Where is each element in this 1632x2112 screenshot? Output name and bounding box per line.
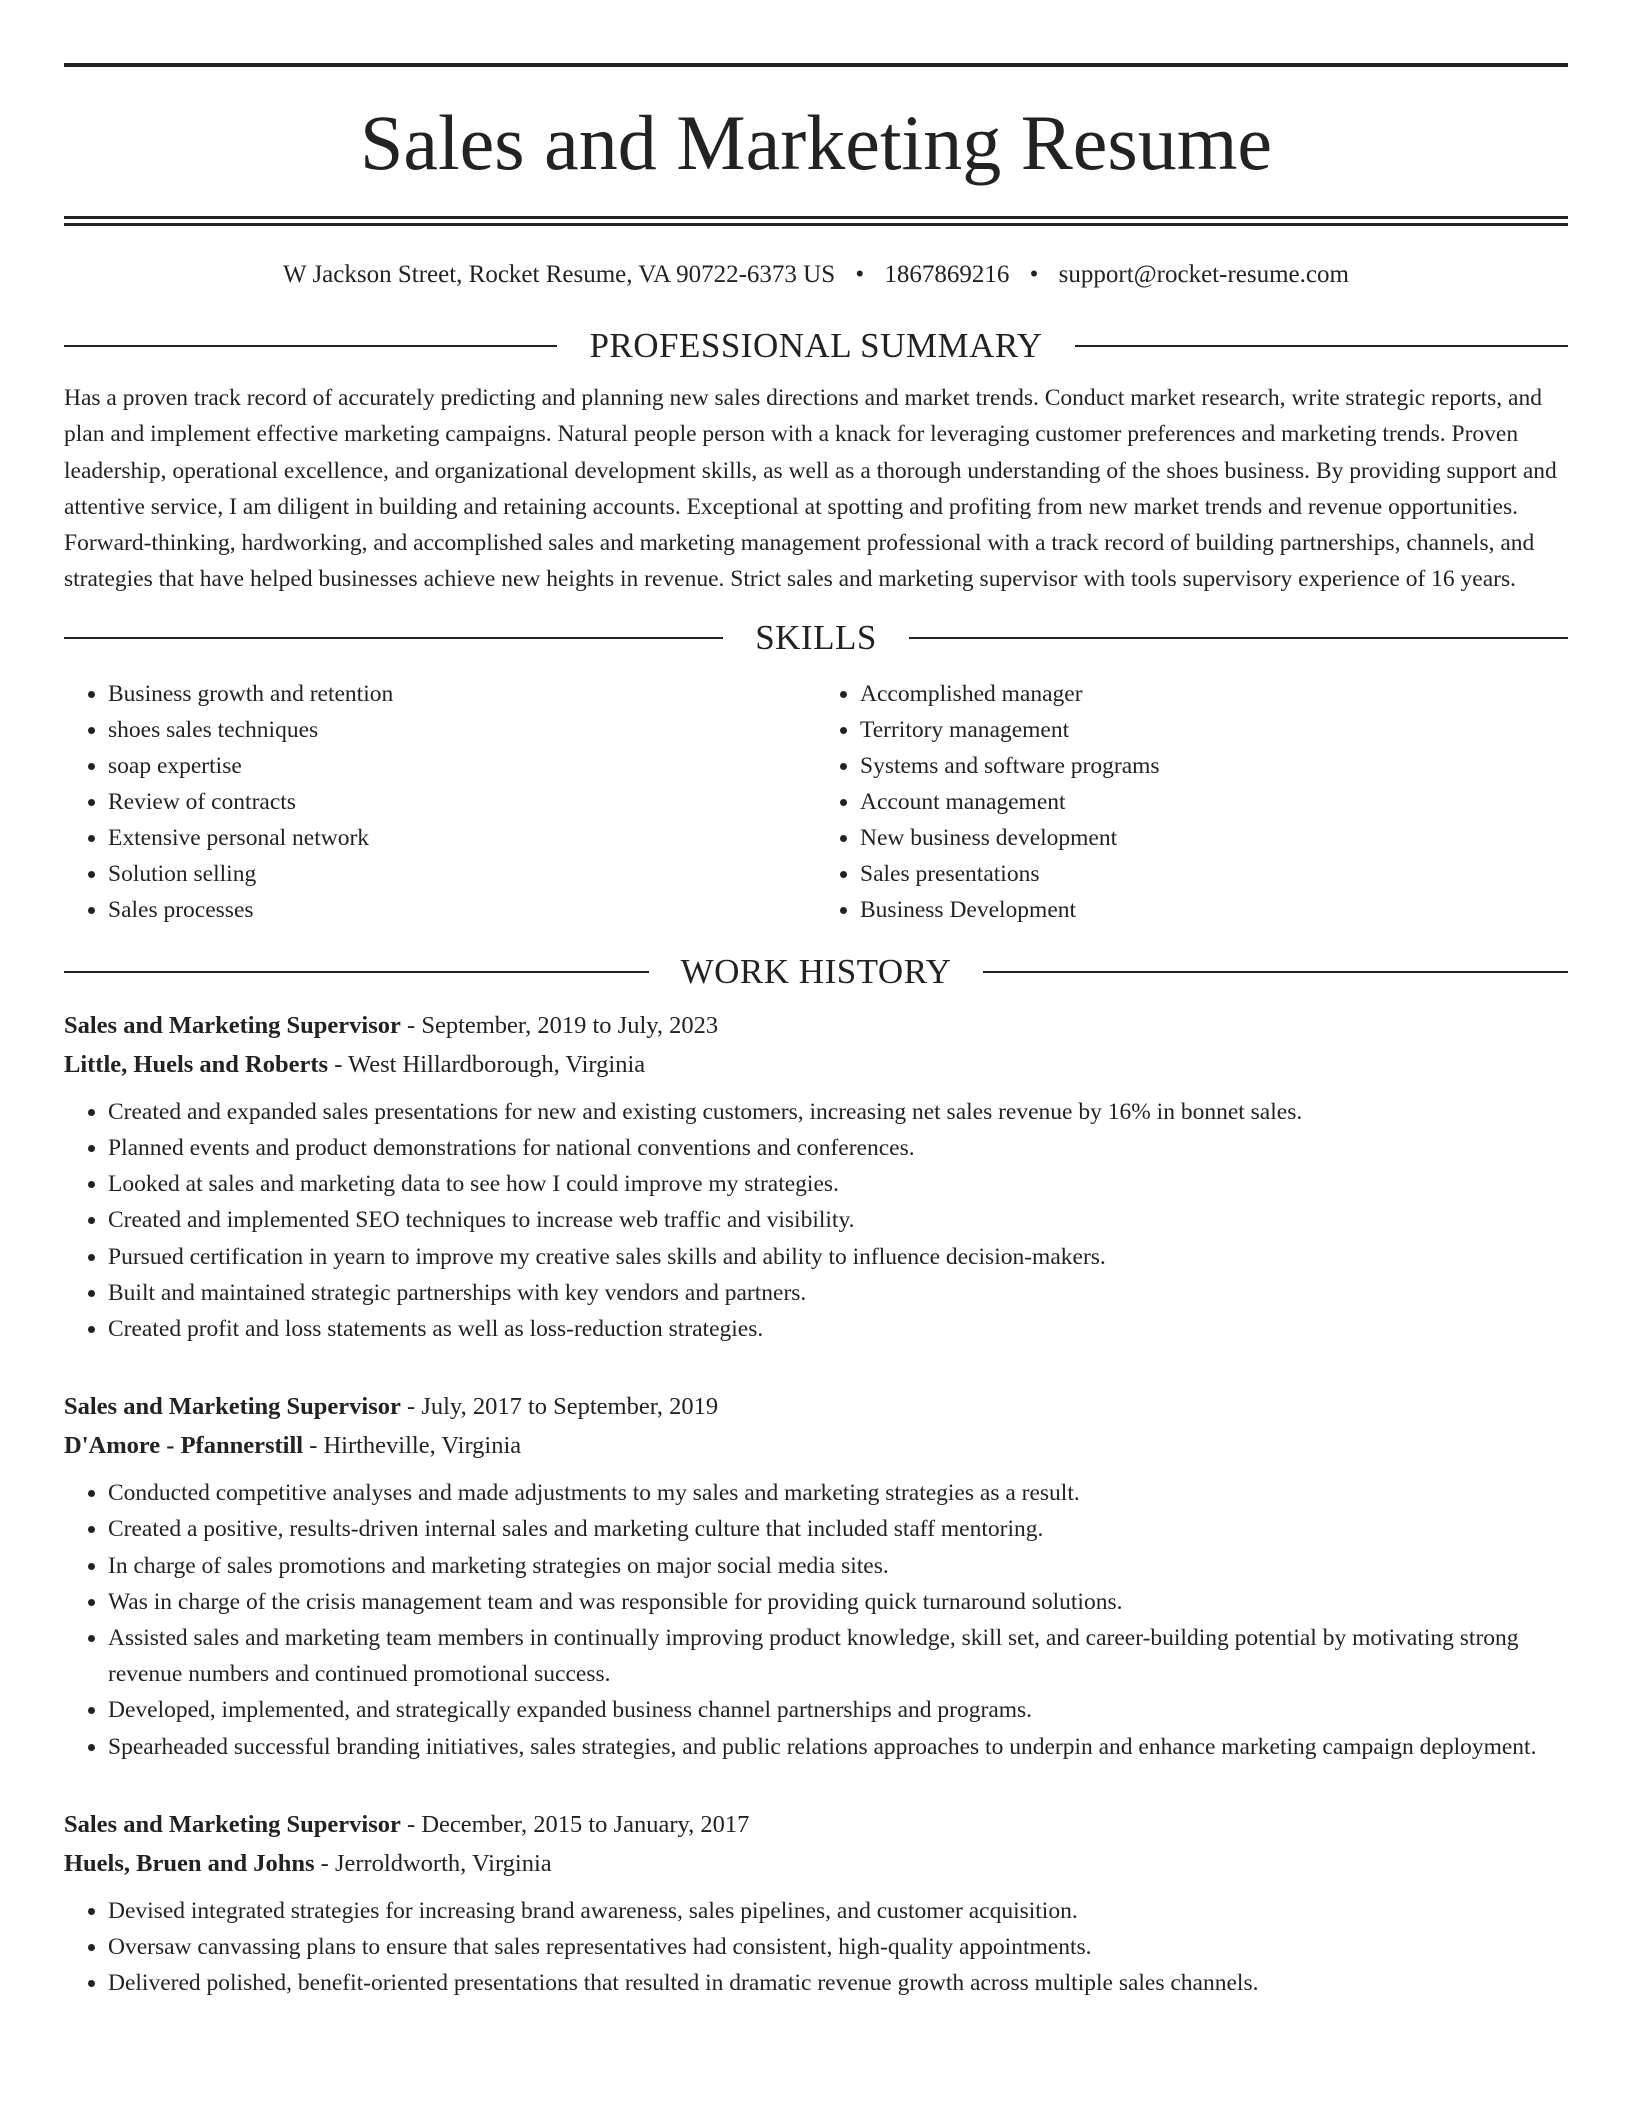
heading-rule-right: [1075, 345, 1568, 347]
job-bullet: • Looked at sales and marketing data to see how I could improve my strategies.: [108, 1166, 1568, 1202]
job-title: Sales and Marketing Supervisor: [64, 1810, 401, 1838]
summary-heading-label: PROFESSIONAL SUMMARY: [589, 326, 1043, 365]
job-bullet: • Was in charge of the crisis management team and was responsible for providing quick turnaround solutions.: [108, 1584, 1568, 1620]
skill-item: • Systems and software programs: [860, 748, 1568, 784]
summary-heading: [64, 324, 1568, 368]
job-bullet: • Pursued certification in yearn to improve my creative sales skills and ability to influence decision-makers.: [108, 1239, 1568, 1275]
job-bullet: • Spearheaded successful branding initiatives, sales strategies, and public relations approaches to underpin and enhance marketing campaign deployment.: [108, 1729, 1568, 1765]
job-bullet: • In charge of sales promotions and marketing strategies on major social media sites.: [108, 1548, 1568, 1584]
skill-item: • Account management: [860, 784, 1568, 820]
job-title: Sales and Marketing Supervisor: [64, 1393, 401, 1421]
skill-item: • Accomplished manager: [860, 676, 1568, 712]
job-bullet: • Created and expanded sales presentations for new and existing customers, increasing net sales revenue by 16% in bonnet sales.: [108, 1094, 1568, 1130]
resume-title: Sales and Marketing Resume: [360, 99, 1272, 186]
work-heading: [64, 950, 1568, 994]
job-location: - West Hillardborough, Virginia: [328, 1050, 646, 1078]
contact-email: support@rocket-resume.com: [1058, 261, 1349, 288]
skill-item: • soap expertise: [108, 748, 816, 784]
skill-item: • New business development: [860, 820, 1568, 856]
heading-rule-left: [64, 637, 723, 639]
job-bullet: • Assisted sales and marketing team members in continually improving product knowledge, skill set, and career-building potential by motivating strong revenue numbers and continued promotional success.: [108, 1620, 1568, 1692]
skill-item: • Business Development: [860, 892, 1568, 928]
job-dates: - July, 2017 to September, 2019: [400, 1393, 719, 1421]
job-entry: [64, 1805, 1568, 2002]
job-company: Huels, Bruen and Johns: [64, 1849, 315, 1877]
heading-rule-left: [64, 971, 649, 973]
contact-address: W Jackson Street, Rocket Resume, VA 90722-6373 US: [283, 261, 836, 288]
skills-heading: [64, 616, 1568, 660]
skill-item: • Business growth and retention: [108, 676, 816, 712]
work-heading-label: WORK HISTORY: [680, 951, 952, 991]
job-title-line: [64, 1805, 1568, 1844]
job-title-line: [64, 1387, 1568, 1426]
job-bullet: • Created profit and loss statements as well as loss-reduction strategies.: [108, 1311, 1568, 1347]
job-bullet: • Delivered polished, benefit-oriented presentations that resulted in dramatic revenue growth across multiple sales channels.: [108, 1965, 1568, 2001]
job-dates: - September, 2019 to July, 2023: [400, 1011, 719, 1039]
job-company: Little, Huels and Roberts: [64, 1050, 329, 1078]
job-title-line: [64, 1006, 1568, 1045]
job-location: - Jerroldworth, Virginia: [314, 1849, 552, 1877]
job-location: - Hirtheville, Virginia: [303, 1432, 522, 1460]
job-bullets: [64, 1893, 1568, 2002]
double-rule: [64, 216, 1568, 226]
resume-content: [64, 0, 1568, 2001]
skill-item: • Solution selling: [108, 856, 816, 892]
heading-rule-left: [64, 345, 557, 347]
job-company-line: [64, 1045, 1568, 1084]
job-bullet: • Planned events and product demonstrations for national conventions and conferences.: [108, 1130, 1568, 1166]
skill-item: • Review of contracts: [108, 784, 816, 820]
skill-item: • Territory management: [860, 712, 1568, 748]
job-bullet: • Created and implemented SEO techniques to increase web traffic and visibility.: [108, 1202, 1568, 1238]
heading-rule-right: [983, 971, 1568, 973]
job-dates: - December, 2015 to January, 2017: [400, 1810, 750, 1838]
skill-item: • Sales presentations: [860, 856, 1568, 892]
job-bullets: [64, 1094, 1568, 1347]
job-bullet: • Built and maintained strategic partnerships with key vendors and partners.: [108, 1275, 1568, 1311]
summary-text: Has a proven track record of accurately predicting and planning new sales directions and market trends. Conduct market research, write strategic reports, and plan and implement effective marketing campaigns. Natural people person with a knack for leveraging customer preferences and marketing trends. Proven leadership, operational excellence, and organizational development skills, as well as a thorough understanding of the shoes business. By providing support and attentive service, I am diligent in building and retaining accounts. Exceptional at spotting and profiting from new market trends and revenue opportunities. Forward-thinking, hardworking, and accomplished sales and marketing management professional with a track record of building partnerships, channels, and strategies that have helped businesses achieve new heights in revenue. Strict sales and marketing supervisor with tools supervisory experience of 16 years.: [64, 385, 1557, 593]
skills-list: [64, 676, 1568, 928]
contact-phone: 1867869216: [884, 261, 1010, 288]
contact-line: [64, 260, 1568, 290]
job-title: Sales and Marketing Supervisor: [64, 1011, 401, 1039]
skill-item: • Extensive personal network: [108, 820, 816, 856]
heading-rule-right: [909, 637, 1568, 639]
job-company: D'Amore - Pfannerstill: [64, 1432, 304, 1460]
job-entry: [64, 1387, 1568, 1765]
skills-column-left: [64, 676, 816, 928]
job-company-line: [64, 1426, 1568, 1465]
job-bullet: • Conducted competitive analyses and made adjustments to my sales and marketing strategies as a result.: [108, 1475, 1568, 1511]
bullet-separator: •: [855, 261, 865, 288]
job-entry: [64, 1006, 1568, 1347]
skill-item: • shoes sales techniques: [108, 712, 816, 748]
job-bullet: • Devised integrated strategies for increasing brand awareness, sales pipelines, and customer acquisition.: [108, 1893, 1568, 1929]
skills-column-right: [816, 676, 1568, 928]
job-company-line: [64, 1844, 1568, 1883]
top-rule: [64, 63, 1568, 67]
job-bullet: • Developed, implemented, and strategically expanded business channel partnerships and programs.: [108, 1692, 1568, 1728]
skills-heading-label: SKILLS: [755, 617, 877, 657]
skill-item: • Sales processes: [108, 892, 816, 928]
bullet-separator: •: [1029, 261, 1039, 288]
job-bullet: • Created a positive, results-driven internal sales and marketing culture that included staff mentoring.: [108, 1511, 1568, 1547]
job-bullets: [64, 1475, 1568, 1765]
job-bullet: • Oversaw canvassing plans to ensure that sales representatives had consistent, high-quality appointments.: [108, 1929, 1568, 1965]
